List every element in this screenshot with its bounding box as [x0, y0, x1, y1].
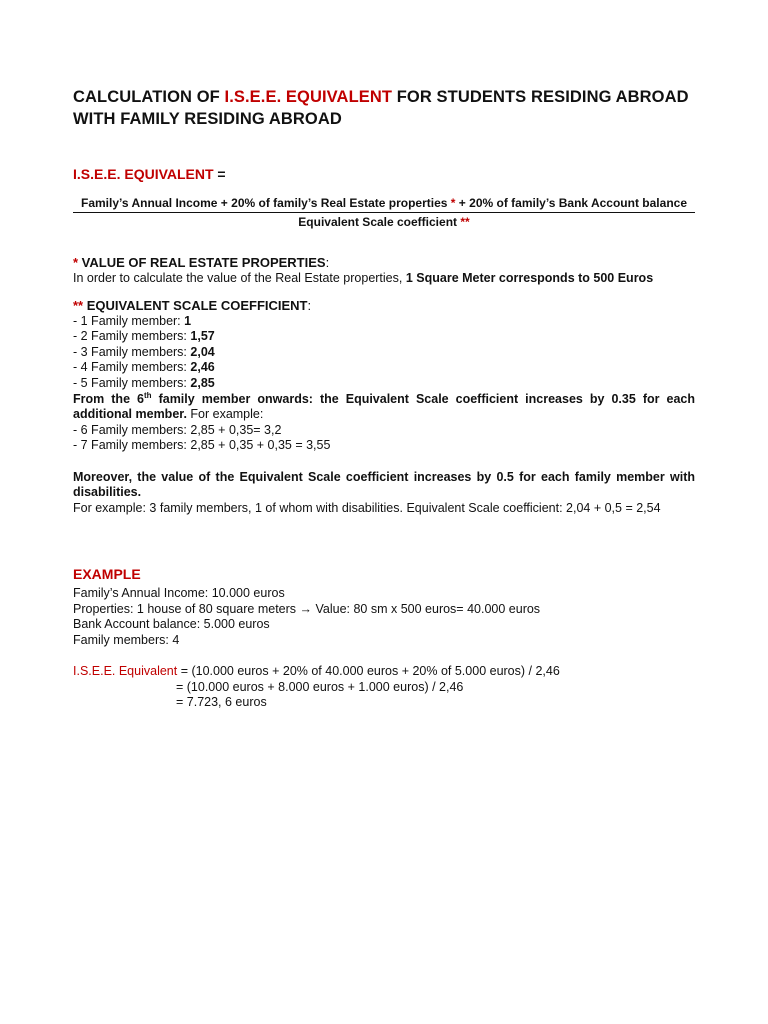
calc-line-2: = (10.000 euros + 8.000 euros + 1.000 euros) / 2,46	[176, 679, 464, 694]
item-value: 2,46	[190, 360, 215, 375]
formula-equals: =	[213, 166, 226, 182]
page-title	[73, 86, 713, 130]
item-value: 2,04	[190, 344, 215, 359]
onwards-paragraph	[73, 392, 695, 423]
example-line: Bank Account balance: 5.000 euros	[73, 617, 270, 632]
list-item	[73, 376, 695, 392]
real-estate-section	[73, 255, 695, 286]
scale-heading	[73, 298, 695, 314]
item-label: - 3 Family members:	[73, 344, 191, 359]
onwards-text-a: From the 6	[73, 391, 144, 406]
spacer	[73, 454, 695, 470]
item-label: - 2 Family members:	[73, 329, 191, 344]
item-label: - 4 Family members:	[73, 360, 191, 375]
list-item	[73, 314, 695, 330]
real-estate-asterisk: *	[73, 255, 79, 270]
title-highlight: I.S.E.E. EQUIVALENT	[224, 88, 393, 106]
example-line: Family’s Annual Income: 10.000 euros	[73, 586, 285, 600]
scale-colon: :	[307, 298, 312, 313]
list-item	[73, 345, 695, 361]
formula-fraction	[73, 195, 695, 230]
title-part2: FOR STUDENTS RESIDING ABROAD WITH FAMILY RESIDING ABROAD	[73, 88, 689, 128]
example-calculation	[73, 664, 695, 711]
example-line: Properties: 1 house of 80 square meters → Value: 80 sm x 500 euros= 40.000 euros	[73, 601, 541, 616]
item-value: 1,57	[190, 329, 215, 344]
formula-denominator	[73, 214, 695, 230]
disability-paragraph: Moreover, the value of the Equivalent Scale coefficient increases by 0.5 for each family member with disabilities.	[73, 469, 695, 500]
item-value: 2,85	[190, 375, 215, 390]
onwards-superscript: th	[144, 390, 152, 400]
numerator-text-a: Family’s Annual Income + 20% of family’s Real Estate properties	[81, 196, 451, 210]
list-item	[73, 360, 695, 376]
scale-heading-text: EQUIVALENT SCALE COEFFICIENT	[83, 298, 308, 313]
example-item: - 6 Family members: 2,85 + 0,35= 3,2	[73, 422, 282, 437]
calc-line-3: = 7.723, 6 euros	[176, 695, 267, 710]
scale-asterisks: **	[73, 298, 84, 313]
example-item: - 7 Family members: 2,85 + 0,35 + 0,35 = 3,55	[73, 438, 331, 453]
formula-label: I.S.E.E. EQUIVALENT	[73, 166, 214, 182]
onwards-text-c: For example:	[186, 407, 264, 422]
item-value: 1	[184, 313, 192, 328]
real-estate-heading-text: VALUE OF REAL ESTATE PROPERTIES	[78, 255, 326, 270]
real-estate-text-bold: 1 Square Meter corresponds to 500 Euros	[405, 270, 654, 285]
real-estate-text	[73, 271, 695, 287]
calc-label: I.S.E.E. Equivalent	[73, 664, 178, 678]
numerator-text-b: + 20% of family’s Bank Account balance	[455, 196, 687, 210]
onwards-text-b: family member onwards: the Equivalent Scale coefficient increases by 0.35 for each additional member.	[73, 391, 695, 422]
scale-section	[73, 298, 695, 516]
numerator-asterisk: *	[450, 196, 456, 210]
example-details	[73, 586, 695, 648]
formula-heading	[73, 166, 226, 182]
title-part1: CALCULATION OF	[73, 88, 225, 106]
formula-numerator	[73, 195, 695, 213]
example-line: Family members: 4	[73, 632, 180, 647]
disability-example: For example: 3 family members, 1 of whom with disabilities. Equivalent Scale coefficient: 2,04 + 0,5 = 2,54	[73, 500, 661, 515]
item-label: - 5 Family members:	[73, 375, 191, 390]
calc-line-1-text: = (10.000 euros + 20% of 40.000 euros + 20% of 5.000 euros) / 2,46	[177, 664, 560, 678]
denominator-asterisks: **	[460, 215, 470, 229]
denominator-text: Equivalent Scale coefficient	[298, 215, 461, 229]
real-estate-heading	[73, 255, 695, 271]
real-estate-text-plain: In order to calculate the value of the Real Estate properties,	[73, 270, 406, 285]
example-title: EXAMPLE	[73, 566, 141, 582]
list-item	[73, 329, 695, 345]
calc-line-1	[73, 664, 695, 680]
real-estate-colon: :	[325, 255, 330, 270]
item-label: - 1 Family member:	[73, 313, 185, 328]
